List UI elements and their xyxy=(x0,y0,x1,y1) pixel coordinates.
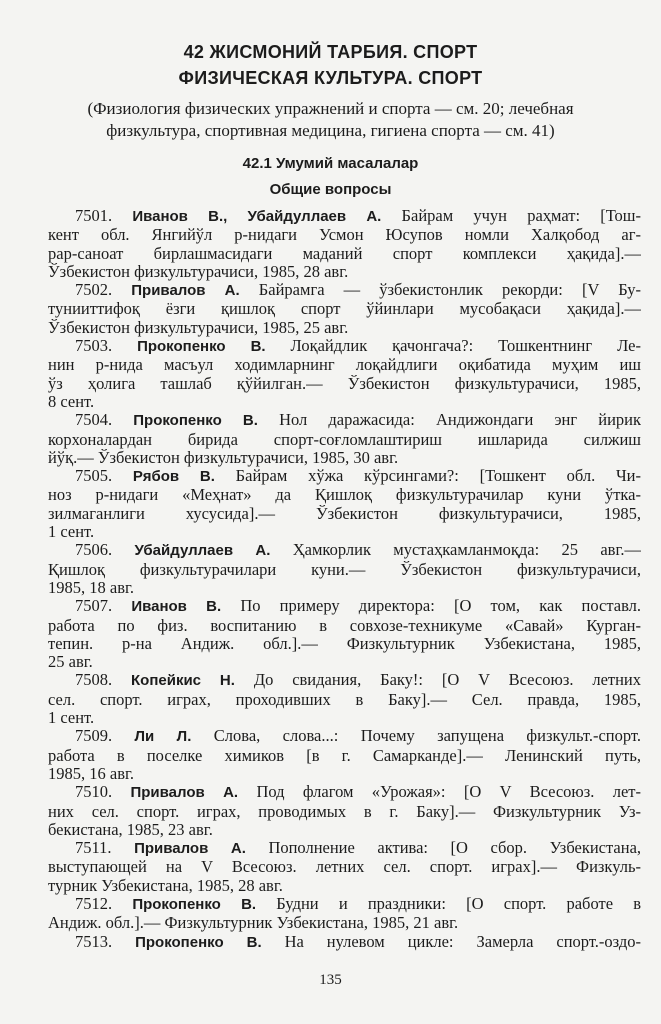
entry-text: кент обл. Янгийўл р-нидаги Усмон Юсупов номли Халқобод аг- xyxy=(48,226,641,245)
entry-line xyxy=(48,747,641,765)
entry-line xyxy=(48,895,641,914)
entry-line xyxy=(48,356,641,374)
bibliography-entry xyxy=(48,727,641,783)
entry-text: сел. спорт. играх, проходивших в Баку].— Сел. правда, 1985, xyxy=(48,690,641,709)
entry-text: 1 сент. xyxy=(48,523,95,542)
entry-text: Нол даражасида: Андижондаги энг йирик xyxy=(279,411,641,430)
entry-text: работа в поселке химиков [в г. Самарканде].— Ленинский путь, xyxy=(48,746,641,765)
entry-line xyxy=(48,765,641,783)
entry-author: Ли Л. xyxy=(134,728,192,746)
entry-text: зилмаганлиги хусусида].— Ўзбекистон физкультурачиси, 1985, xyxy=(48,504,641,523)
entry-text: бекистана, 1985, 23 авг. xyxy=(48,820,213,839)
entry-line xyxy=(48,486,641,504)
entry-line xyxy=(48,839,641,858)
entry-line xyxy=(48,597,641,616)
entry-number: 7503. xyxy=(75,337,113,356)
entry-line xyxy=(48,541,641,560)
entry-line xyxy=(48,617,641,635)
entry-text: выступающей на V Всесоюз. летних сел. спорт. играх].— Физкуль- xyxy=(48,858,641,877)
entry-text: тепин. р-на Андиж. обл.].— Физкультурник Узбекистана, 1985, xyxy=(48,634,641,653)
entry-number: 7513. xyxy=(75,932,113,951)
entry-text: Байрамга — ўзбекистонлик рекорди: [V Бу- xyxy=(258,281,641,300)
entry-line xyxy=(48,226,641,244)
entry-text: них сел. спорт. играх, проводимых в г. Баку].— Физкультурник Уз- xyxy=(48,802,641,821)
cross-reference-note xyxy=(0,98,661,142)
entry-author: Прокопенко В. xyxy=(135,933,262,951)
entry-line xyxy=(48,914,641,932)
entry-number: 7510. xyxy=(75,783,113,802)
entry-line xyxy=(48,300,641,318)
entry-line xyxy=(48,858,641,876)
entry-text: Ҳамкорлик мустаҳкамланмоқда: 25 авг.— xyxy=(292,541,641,560)
entry-line xyxy=(48,653,641,671)
entry-text: Байрам учун раҳмат: [Тош- xyxy=(401,207,641,225)
entry-text: турник Узбекистана, 1985, 28 авг. xyxy=(48,876,283,895)
entry-author: Привалов А. xyxy=(130,784,239,802)
entry-author: Прокопенко В. xyxy=(133,412,258,430)
bibliography-entry xyxy=(48,783,641,839)
cross-reference-line: (Физиология физических упражнений и спорта — см. 20; лечебная xyxy=(87,99,574,118)
bibliography-entry xyxy=(48,411,641,467)
entry-text: По примеру директора: [О том, как поставл. xyxy=(240,597,641,616)
entry-text: На нулевом цикле: Замерла спорт.-оздо- xyxy=(284,932,641,951)
entry-line xyxy=(48,803,641,821)
entry-text: Ўзбекистон физкультурачиси, 1985, 25 авг. xyxy=(48,318,349,337)
entry-text: ўз ҳолига ташлаб қўйилган.— Ўзбекистон физкультурачиси, 1985, xyxy=(48,374,641,393)
entry-text: Пополнение актива: [О сбор. Узбекистана, xyxy=(268,839,641,858)
entry-line xyxy=(48,671,641,690)
entry-author: Убайдуллаев А. xyxy=(134,542,271,560)
entry-text: работа по физ. воспитанию в совхозе-техникуме «Савай» Курган- xyxy=(48,616,641,635)
entry-line xyxy=(48,783,641,802)
page-number: 135 xyxy=(319,972,342,988)
bibliography-entry xyxy=(48,839,641,895)
entry-line xyxy=(48,337,641,356)
entry-author: Привалов А. xyxy=(134,840,246,858)
entry-text: Байрам хўжа кўрсингами?: [Тошкент обл. Чи- xyxy=(235,467,641,486)
bibliography-entry xyxy=(48,541,641,597)
section-title-russian: Общие вопросы xyxy=(269,181,392,198)
entry-line xyxy=(48,579,641,597)
entry-text: ноз р-нидаги «Меҳнат» да Қишлоқ физкультурачилар куни ўтка- xyxy=(48,486,641,505)
entry-author: Прокопенко В. xyxy=(137,338,266,356)
entry-text: нин р-нида масъул ходимларнинг лоқайдлиги оқибатида муҳим иш xyxy=(48,356,641,375)
entry-text: 1 сент. xyxy=(48,709,95,728)
entry-line xyxy=(48,245,641,263)
entry-text: йўқ.— Ўзбекистон физкультурачиси, 1985, 30 авг. xyxy=(48,448,399,467)
entry-line xyxy=(48,523,641,541)
entry-number: 7509. xyxy=(75,727,113,746)
entry-number: 7507. xyxy=(75,597,113,616)
entry-number: 7504. xyxy=(75,411,113,430)
entry-text: Под флагом «Урожая»: [О V Всесоюз. лет- xyxy=(256,783,641,802)
entry-text: 8 сент. xyxy=(48,392,95,411)
entry-line xyxy=(48,393,641,411)
entry-text: Слова, слова...: Почему запущена физкульт.-спорт. xyxy=(213,727,641,746)
entry-line xyxy=(48,263,641,281)
bibliography-entry xyxy=(48,207,641,281)
entry-line xyxy=(48,709,641,727)
entry-author: Иванов В. xyxy=(131,598,222,616)
entry-number: 7501. xyxy=(75,207,113,225)
entry-number: 7512. xyxy=(75,894,113,913)
entry-text: Ўзбекистон физкультурачиси, 1985, 28 авг. xyxy=(48,262,349,281)
entry-line xyxy=(48,467,641,486)
entry-author: Рябов В. xyxy=(132,468,215,486)
entry-text: 1985, 18 авг. xyxy=(48,578,135,597)
bibliography-entry xyxy=(48,467,641,541)
entry-line xyxy=(48,411,641,430)
entry-text: До свидания, Баку!: [О V Всесоюз. летних xyxy=(253,671,641,690)
entry-line xyxy=(48,933,641,952)
entry-text: Қишлоқ физкультурачилари куни.— Ўзбекистон физкультурачиси, xyxy=(48,560,641,579)
entry-text: 1985, 16 авг. xyxy=(48,764,135,783)
entry-line xyxy=(48,431,641,449)
entry-line xyxy=(48,505,641,523)
entry-number: 7505. xyxy=(75,467,113,486)
entry-line xyxy=(48,877,641,895)
entry-text: 25 авг. xyxy=(48,653,93,672)
bibliography-entry xyxy=(48,597,641,671)
entry-line xyxy=(48,821,641,839)
bibliography-entries xyxy=(48,207,641,952)
entry-line xyxy=(48,375,641,393)
entry-line xyxy=(48,319,641,337)
entry-number: 7511. xyxy=(75,839,112,858)
bibliography-entry xyxy=(48,933,641,952)
entry-text: рар-саноат бирлашмасидаги маданий спорт комплекси ҳақида].— xyxy=(48,244,641,263)
entry-author: Копейкис Н. xyxy=(131,672,235,690)
entry-line xyxy=(48,727,641,746)
entry-line xyxy=(48,449,641,467)
entry-number: 7502. xyxy=(75,281,113,300)
section-title-uzbek: 42.1 Умумий масалалар xyxy=(242,155,419,172)
entry-text: Будни и праздники: [О спорт. работе в xyxy=(276,894,641,913)
bibliography-entry xyxy=(48,337,641,411)
entry-text: Лоқайдлик қачонгача?: Тошкентнинг Ле- xyxy=(290,337,641,356)
cross-reference-line: физкультура, спортивная медицина, гигиена спорта — см. 41) xyxy=(106,121,555,140)
bibliography-entry xyxy=(48,281,641,337)
entry-line xyxy=(48,561,641,579)
entry-text: корхоналардан бирида спорт-соғломлаштириш ишларида силжиш xyxy=(48,430,641,449)
entry-line xyxy=(48,635,641,653)
entry-number: 7506. xyxy=(75,541,113,560)
entry-author: Привалов А. xyxy=(131,282,240,300)
chapter-title-russian: ФИЗИЧЕСКАЯ КУЛЬТУРА. СПОРТ xyxy=(178,68,483,88)
bibliography-entry xyxy=(48,671,641,727)
entry-author: Иванов В., Убайдуллаев А. xyxy=(132,208,382,225)
chapter-title-uzbek: 42 ЖИСМОНИЙ ТАРБИЯ. СПОРТ xyxy=(183,42,478,62)
entry-text: тунииттифоқ ёзги қишлоқ спорт ўйинлари мусобақаси ҳақида].— xyxy=(48,300,641,319)
entry-line xyxy=(48,207,641,226)
entry-line xyxy=(48,281,641,300)
entry-line xyxy=(48,691,641,709)
entry-author: Прокопенко В. xyxy=(132,895,257,913)
entry-text: Андиж. обл.].— Физкультурник Узбекистана, 1985, 21 авг. xyxy=(48,914,459,933)
entry-number: 7508. xyxy=(75,671,113,690)
bibliography-entry xyxy=(48,895,641,933)
